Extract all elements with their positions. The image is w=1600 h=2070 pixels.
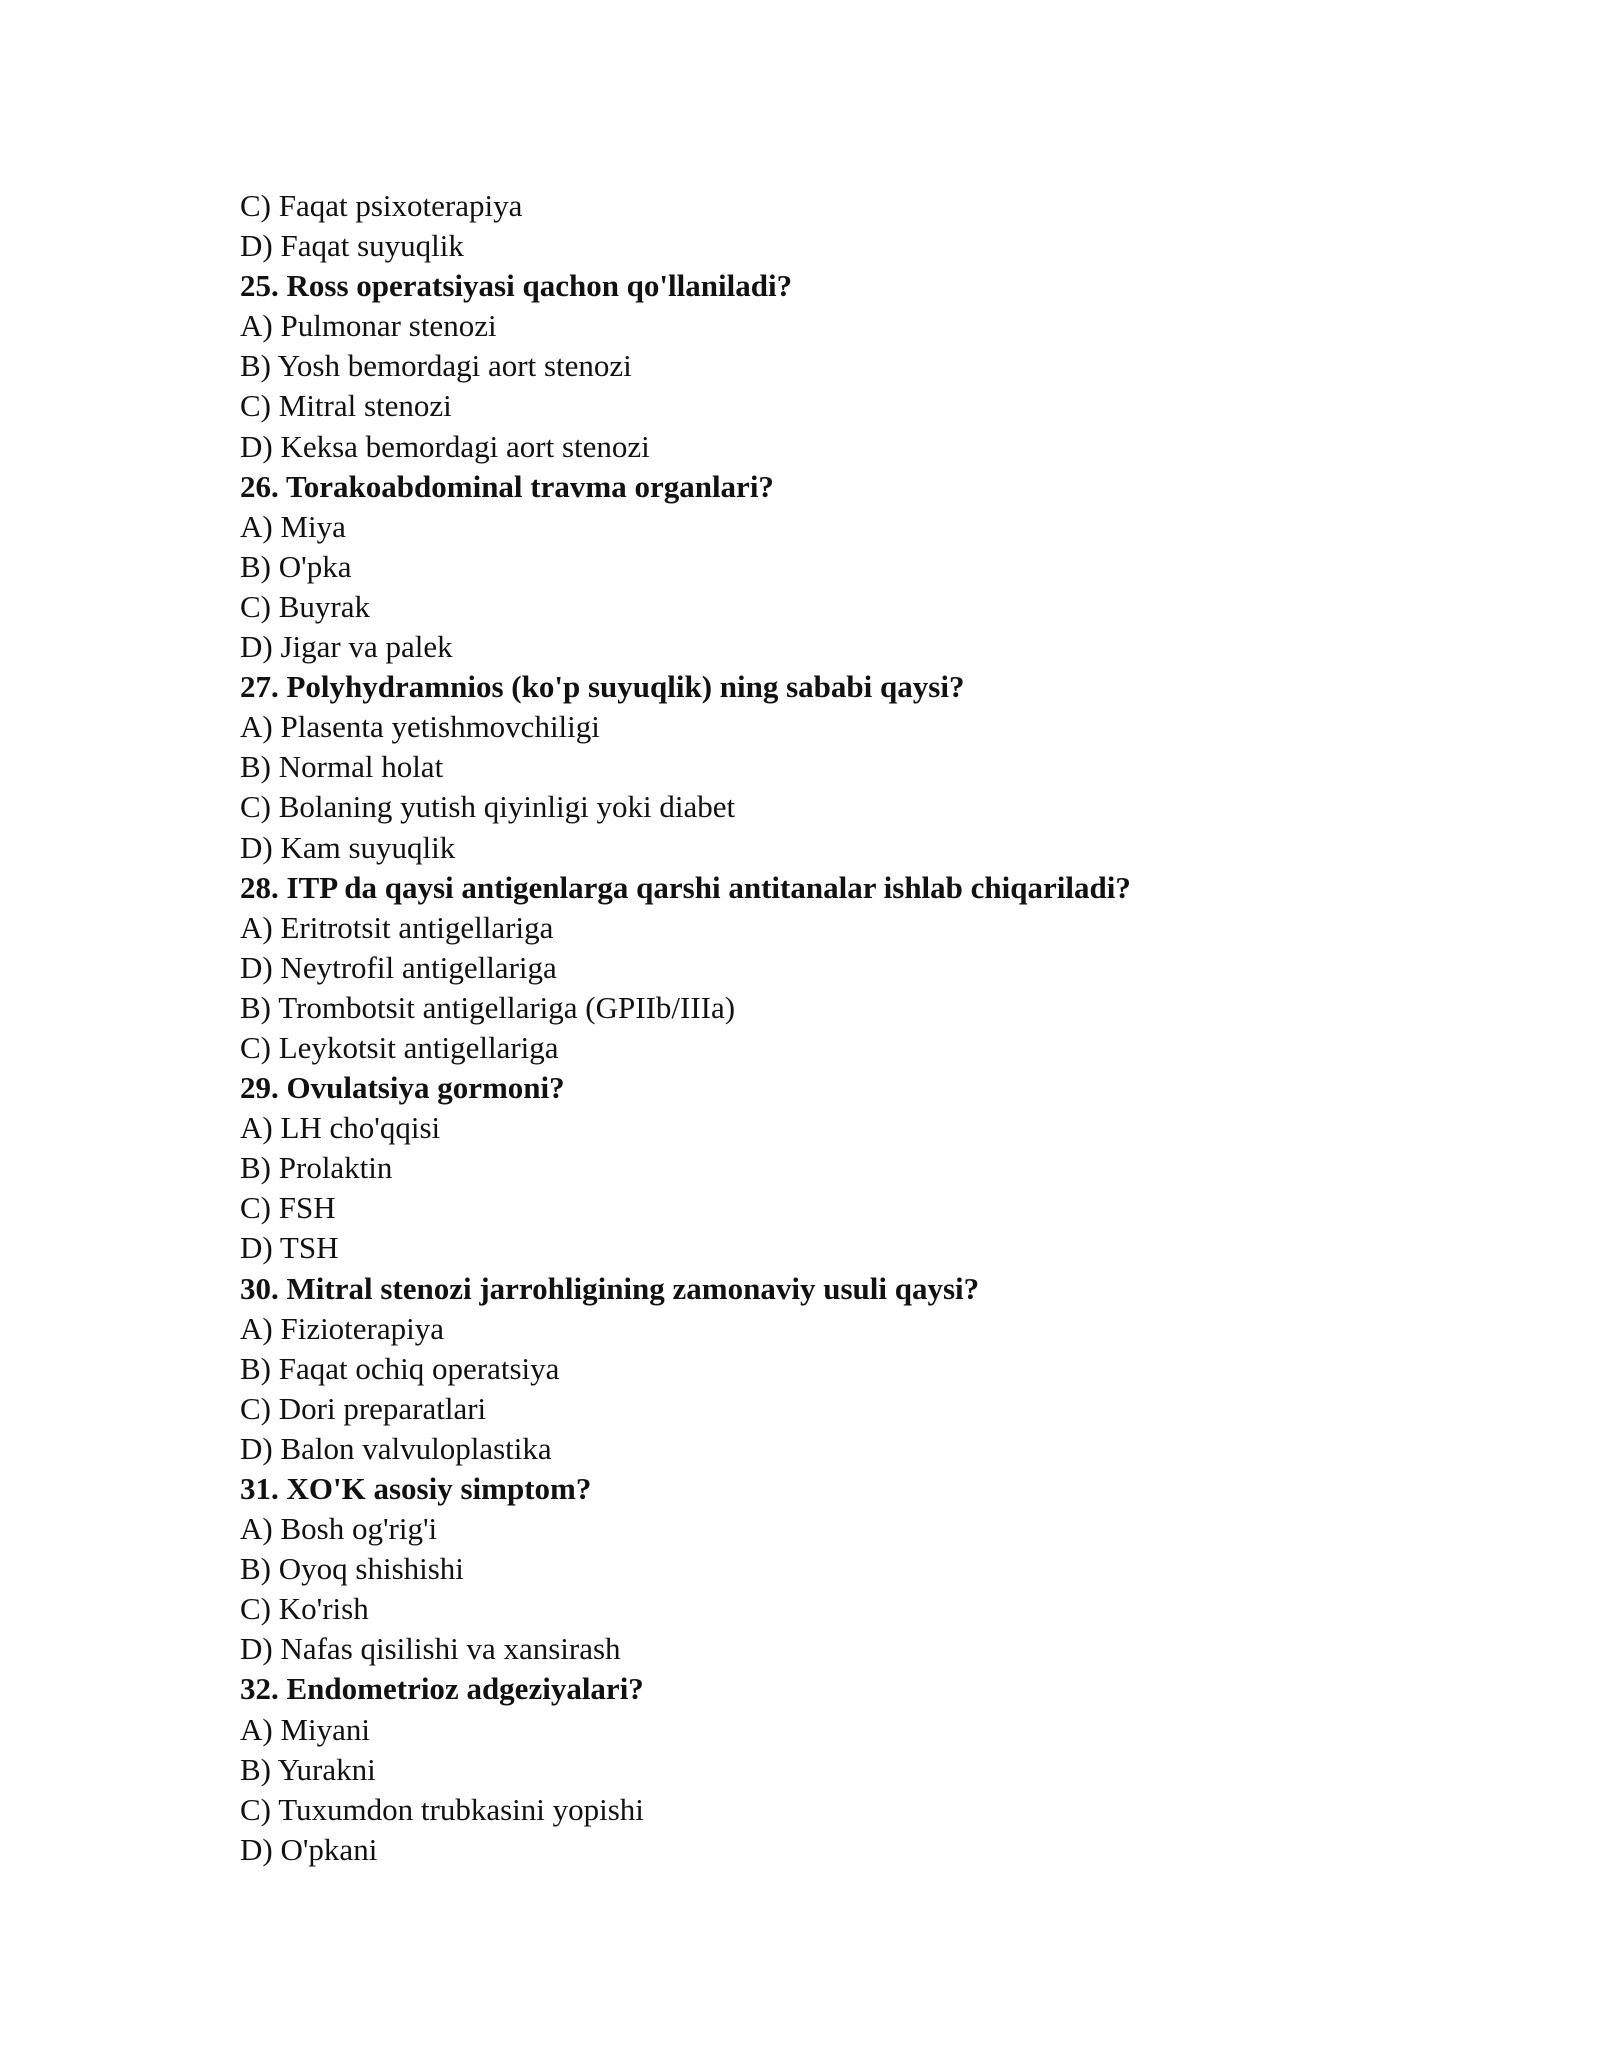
document-body [240,186,1460,1870]
answer-option: B) Oyoq shishishi [240,1551,464,1587]
answer-option: A) Eritrotsit antigellariga [240,909,554,945]
answer-option: C) Dori preparatlari [240,1390,487,1426]
answer-option: A) Fizioterapiya [240,1310,445,1346]
answer-option: B) Yosh bemordagi aort stenozi [240,348,632,384]
question-title: 32. Endometrioz adgeziyalari? [240,1671,644,1707]
answer-option: C) Leykotsit antigellariga [240,1029,559,1065]
answer-option: A) Pulmonar stenozi [240,308,497,344]
answer-option: A) Miya [240,508,346,544]
answer-option: C) Mitral stenozi [240,388,452,424]
question-title: 31. XO'K asosiy simptom? [240,1471,592,1506]
answer-option: A) Plasenta yetishmovchiligi [240,709,600,745]
question-title: 25. Ross operatsiyasi qachon qo'llaniladi? [240,268,793,304]
question-title: 30. Mitral stenozi jarrohligining zamonaviy usuli qaysi? [240,1270,980,1306]
answer-option: B) Faqat ochiq operatsiya [240,1350,560,1386]
answer-option: A) Miyani [240,1711,371,1747]
answer-option: C) Bolaning yutish qiyinligi yoki diabet [240,789,736,825]
answer-option: C) Ko'rish [240,1591,369,1627]
answer-option: D) Keksa bemordagi aort stenozi [240,428,650,464]
answer-option: D) Neytrofil antigellariga [240,949,557,985]
answer-option: D) Kam suyuqlik [240,829,456,865]
answer-option: D) O'pkani [240,1831,378,1867]
answer-option: B) Normal holat [240,749,444,785]
answer-option: C) Faqat psixoterapiya [240,188,523,223]
answer-option: A) LH cho'qqisi [240,1110,441,1146]
answer-option: D) Jigar va palek [240,629,453,665]
answer-option: D) Nafas qisilishi va xansirash [240,1631,621,1667]
answer-option: D) Faqat suyuqlik [240,228,464,264]
answer-option: B) O'pka [240,548,352,584]
answer-option: D) TSH [240,1230,339,1266]
question-title: 26. Torakoabdominal travma organlari? [240,468,774,504]
question-title: 27. Polyhydramnios (ko'p suyuqlik) ning sababi qaysi? [240,669,965,705]
answer-option: B) Prolaktin [240,1150,393,1186]
answer-option: D) Balon valvuloplastika [240,1430,552,1466]
answer-option: B) Yurakni [240,1751,376,1787]
question-title: 29. Ovulatsiya gormoni? [240,1070,565,1106]
answer-option: B) Trombotsit antigellariga (GPIIb/IIIa) [240,989,736,1025]
answer-option: A) Bosh og'rig'i [240,1511,438,1547]
answer-option: C) Buyrak [240,588,371,624]
question-title: 28. ITP da qaysi antigenlarga qarshi antitanalar ishlab chiqariladi? [240,869,1131,905]
answer-option: C) Tuxumdon trubkasini yopishi [240,1791,644,1827]
answer-option: C) FSH [240,1190,336,1226]
